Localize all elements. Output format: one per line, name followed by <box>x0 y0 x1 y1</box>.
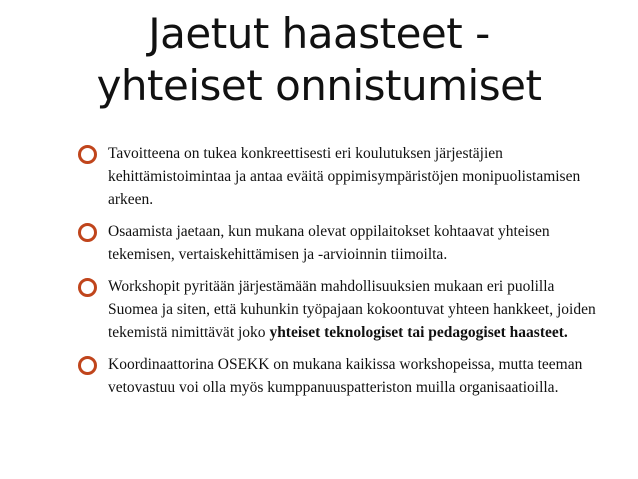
bullet-item <box>78 275 600 344</box>
circle-outline-icon <box>78 278 97 297</box>
slide-title <box>0 8 638 112</box>
bullet-text: Koordinaattorina OSEKK on mukana kaikissa workshopeissa, mutta teeman vetovastuu voi olla myös kumppanuuspatteriston muilla organisaatioilla. <box>108 356 583 396</box>
bullet-bold-text: yhteiset teknologiset tai pedagogiset haasteet. <box>269 324 568 341</box>
slide-title-line-2: yhteiset onnistumiset <box>96 61 542 110</box>
bullet-item <box>78 142 600 211</box>
circle-outline-icon <box>78 145 97 164</box>
bullet-item <box>78 353 600 399</box>
circle-outline-icon <box>78 223 97 242</box>
bullet-text: Workshopit pyritään järjestämään mahdollisuuksien mukaan eri puolilla Suomea ja siten, että kuhunkin työpajaan kokoontuvat yhteen hankkeet, joiden tekemistä nimittävät joko <box>108 278 596 341</box>
slide-title-line-1: Jaetut haasteet - <box>148 9 490 58</box>
bullet-item <box>78 220 600 266</box>
bullet-text: Osaamista jaetaan, kun mukana olevat oppilaitokset kohtaavat yhteisen tekemisen, vertaiskehittämisen ja -arvioinnin tiimoilta. <box>108 223 550 263</box>
bullet-text: Tavoitteena on tukea konkreettisesti eri koulutuksen järjestäjien kehittämistoimintaa ja antaa eväitä oppimisympäristöjen monipuolistamisen arkeen. <box>108 145 581 208</box>
circle-outline-icon <box>78 356 97 375</box>
bullet-list <box>78 142 600 408</box>
